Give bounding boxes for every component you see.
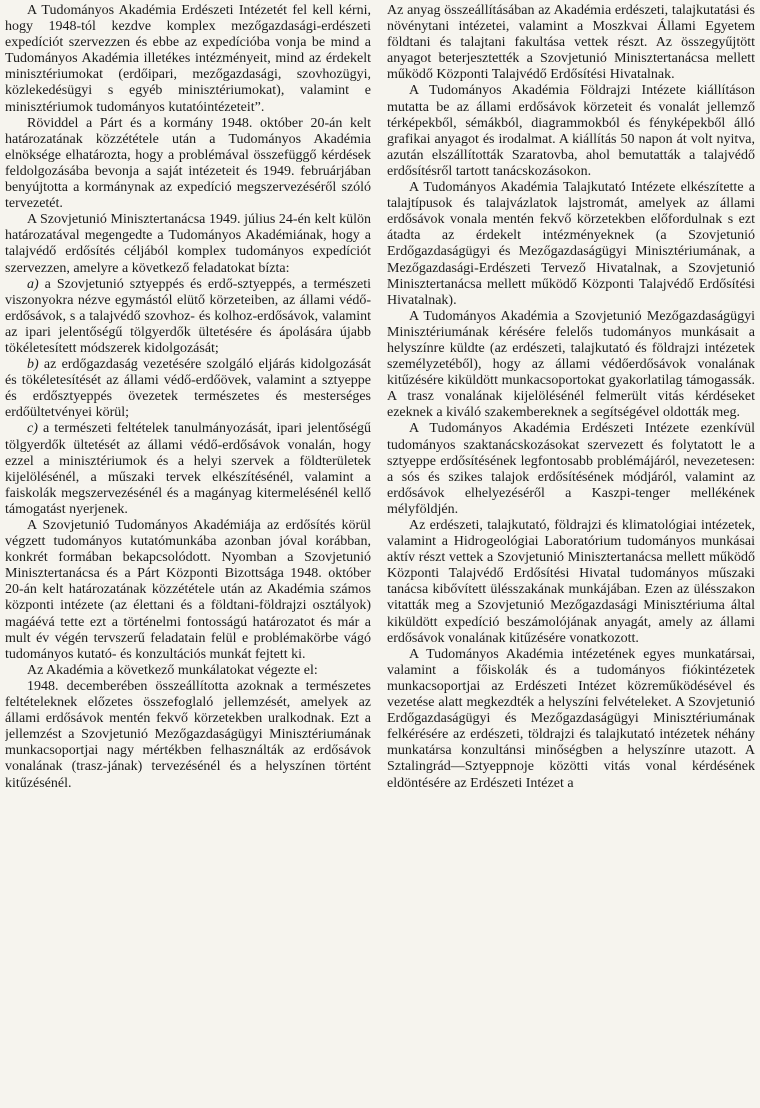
paragraph: A Szovjetunió Tudományos Akadémiája az erdősítés körül végzett tudományos kutatómunkába azonban jóval korábban, konkrét formában bekapcsolódott. Nyomban a Szovjetunió Minisztertanácsa és a Párt Központi Bizottsága 1948. október 20-án kelt határozatának közzététele után az Akadémia számos központi intézete (az élettani és a földtani-földrajzi osztályok) magáévá tette ezt a történelmi fontosságú határozatot és már a mult év végén tervszerű feladatain felül e problémakörbe vágó tudományos kutató- és konzultációs munkát fejtett ki. (5, 518, 371, 662)
list-item-text: a természeti feltételek tanulmányozását, ipari jelentőségű tölgyerdők ültetését az állami védő-erdősávok vonalán, hogy ezzel a minisztériumok és a helyi szervek a földterületek kijelölésénél, a műszaki tervek elkészítésénél, valamint a faiskolák megszervezésénél és a magányag kitermelésénél kellő támogatást nyerjenek. (5, 421, 371, 517)
paragraph: A Szovjetunió Minisztertanácsa 1949. július 24-én kelt külön határozatával megengedte a Tudományos Akadémiának, hogy a talajvédő erdősítés céljából komplex tudományos expedíciót szervezzen, amelyre a következő feladatokat bízta: (5, 212, 371, 276)
paragraph: A Tudományos Akadémia Talajkutató Intézete elkészítette a talajtípusok és talajvázlatok lajstromát, amelyek az állami erdősávok vonala mentén fekvő körzetekben előfordulnak s ezt átadta az érdekelt intézményeknek (a Szovjetunió Erdőgazdaságügyi és Mezőgazdaságügyi Minisztériumának, a Mezőgazdasági-Erdészeti Tervező Hivatalnak, a Szovjetunió Minisztertanácsa mellett működő Központi Talajvédő Erdősítési Hivatalnak). (387, 180, 755, 308)
paragraph: 1948. decemberében összeállította azoknak a természetes feltételeknek előzetes összefoglaló jellemzését, amelyek az állami erdősávok mentén fekvő körzetekben uralkodnak. Ezt a jellemzést a Szovjetunió Mezőgazdaságügyi Minisztériumának munkacsoportjai nagy mértékben felhasználták az erdősávok vonalának (trasz-jának) tervezésénél és a helyszínen történt kitűzésénél. (5, 678, 371, 791)
list-item (5, 357, 371, 421)
paragraph: A Tudományos Akadémia Földrajzi Intézete kiállításon mutatta be az állami erdősávok körzeteit és vonalát jellemző térképekből, sémákból, diagrammokból és fényképekből álló grafikai anyagot és irodalmat. A kiállítás 50 napon át volt nyitva, azután elszállították Szaratovba, ahol bemutatták a talajvédő erdősítésről tartott tanácskozásokon. (387, 83, 755, 179)
list-item-text: az erdőgazdaság vezetésére szolgáló eljárás kidolgozását és tökéletesítését az állami védő-erdőövek, valamint a sztyeppe és erdősztyeppés övezetek természetes és mesterséges erdőültetvényei körül; (5, 357, 371, 421)
list-item-text: a Szovjetunió sztyeppés és erdő-sztyeppés, a természeti viszonyokra nézve egymástól elütő körzeteiben, az állami védő-erdősávok, s a talajvédő szovhoz- és kolhoz-erdősávok, valamint az ipari jelentőségű tölgyerdők ültetésére és ápolására újabb tökéletesített módszerek kidolgozását; (5, 276, 371, 356)
right-text-column (387, 3, 755, 1108)
list-item (5, 421, 371, 518)
paragraph: A Tudományos Akadémia intézetének egyes munkatársai, valamint a főiskolák és a tudományos fiókintézetek munkacsoportjai az Erdészeti Intézet közreműködésével és vezetése alatt megkezdték a helyszíni felvételeket. A Szovjetunió Erdőgazdaságügyi és Mezőgazdaságügyi Minisztériumának felkérésére az erdészeti, töldrajzi és talajkutató intézetek néhány munkatársa konzultánsi minőségben a helyszínre utazott. A Sztalingrád—Sztyeppnoje közötti vitás vonal kérdésének eldöntésére az Erdészeti Intézet a (387, 646, 755, 791)
paragraph: A Tudományos Akadémia a Szovjetunió Mezőgazdaságügyi Minisztériumának kérésére felelős tudományos munkásait a helyszínre küldte (az erdészeti, talajkutató és földrajzi intézetek személyzetéből), hogy az állami védőerdősávok vonalának kitűzésére kiküldött munkacsoportokat gyakorlatilag támogassák. A trasz vonalának kijelölésénél felmerült vitás kérdéseket ezeknek a kiváló szakembereknek a segítségével oldották meg. (387, 308, 755, 421)
paragraph: Az anyag összeállításában az Akadémia erdészeti, talajkutatási és növénytani intézetei, valamint a Moszkvai Állami Egyetem földtani és talajtani fakultása vettek részt. Az összegyűjtött anyagot beterjesztették a Szovjetunió Minisztertanácsa mellett működő Központi Talajvédő Erdősítési Hivatalnak. (387, 3, 755, 83)
list-item-marker: a) (27, 276, 39, 292)
left-text-column (5, 3, 371, 1108)
list-item-marker: b) (27, 357, 39, 373)
paragraph: Az Akadémia a következő munkálatokat végezte el: (27, 662, 318, 678)
paragraph: Röviddel a Párt és a kormány 1948. október 20-án kelt határozatának közzététele után a Tudományos Akadémia elnöksége elhatározta, hogy a problémával összefüggő kérdések feldolgozásába bevonja a saját intézeteit és 1949. februárjában benyújtotta a kormánynak az expedíció megszervezéséről szóló tervezetét. (5, 115, 371, 212)
paragraph: Az erdészeti, talajkutató, földrajzi és klimatológiai intézetek, valamint a Hidrogeológiai Laboratórium tudományos munkásai aktív részt vettek a Szovjetunió Minisztertanácsa mellett működő Központi Talajvédő Erdősítési Hivatal tudományos műszaki tanácsa kibővített ülésszakának munkájában. Ezen az ülésszakon vitatták meg a Szovjetunió Mezőgazdasági Minisztériuma által kiküldött expedíció beszámolójának anyagát, amely az állami erdősávok vonalának kitűzésére vonatkozott. (387, 518, 755, 646)
paragraph: A Tudományos Akadémia Erdészeti Intézetét fel kell kérni, hogy 1948-tól kezdve komplex mezőgazdasági-erdészeti expedíciót szervezzen és ebbe az expedícióba vonja be mind a Tudományos Akadémia illetékes intézményeit, mind az érdekelt minisztériumokat (erdőipari, mezőgazdasági, szovhozügyi, közlekedésügyi s egyéb minisztériumokat), valamint e minisztériumok tudományos kutatóintézeteit”. (5, 3, 371, 115)
list-item-marker: c) (27, 421, 38, 437)
list-item (5, 277, 371, 357)
paragraph: A Tudományos Akadémia Erdészeti Intézete ezenkívül tudományos szaktanácskozásokat szervezett és folytatott le a sztyeppe erdősítésének legfontosabb problémájáról, nevezetesen: a sós és szikes talajok erdősítésének módjáról, valamint az erdősávok elhelyezéséről a Kaszpi-tenger mellékének mélyföldjén. (387, 421, 755, 517)
